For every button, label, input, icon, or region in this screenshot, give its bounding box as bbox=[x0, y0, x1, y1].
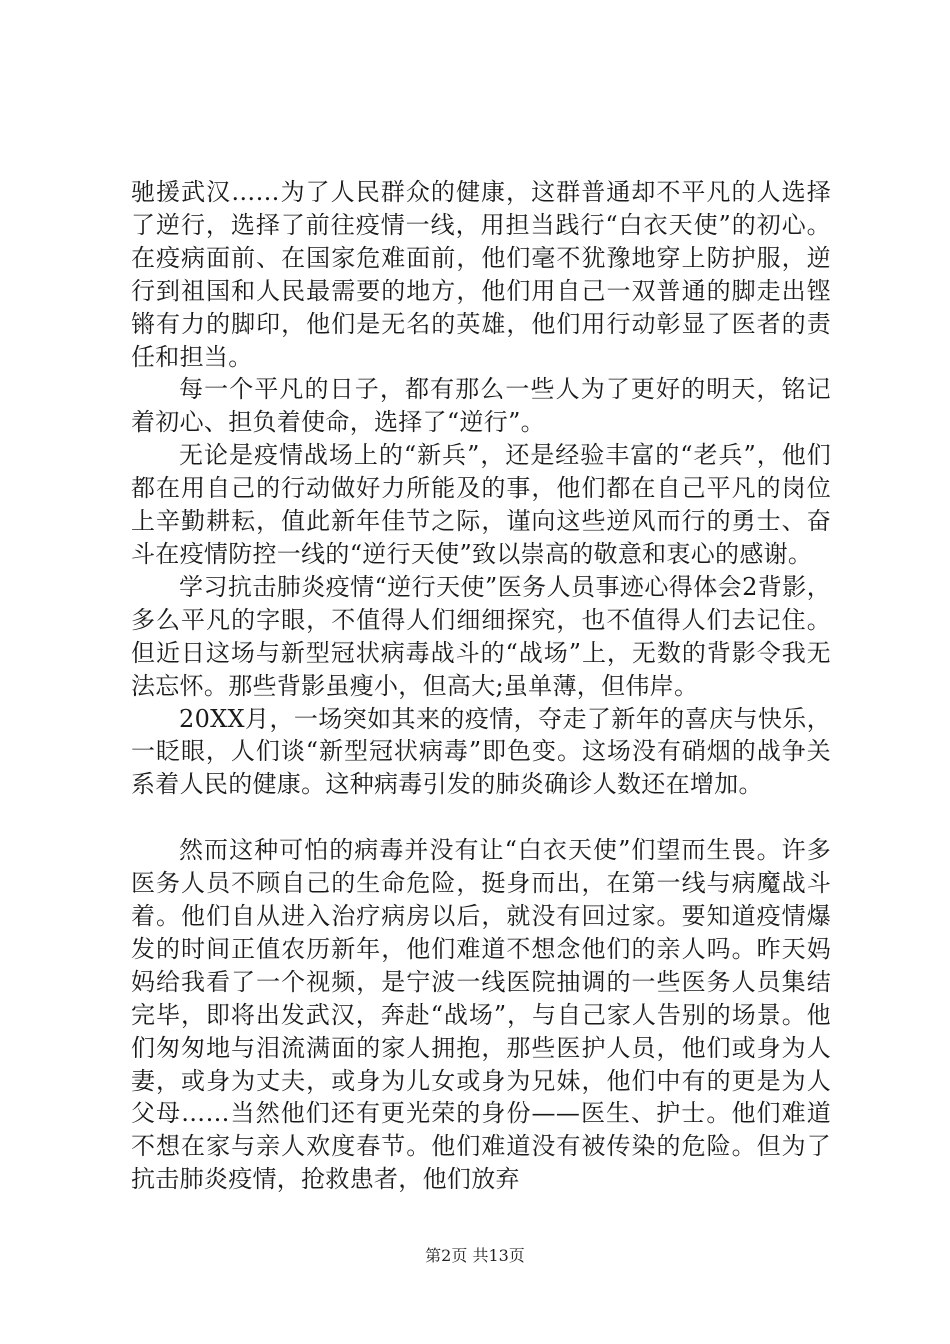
paragraph-1: 驰援武汉……为了人民群众的健康，这群普通却不平凡的人选择了逆行，选择了前往疫情一线，用担当践行“白衣天使”的初心。在疫病面前、在国家危难面前，他们毫不犹豫地穿上防护服，逆行到祖国和人民最需要的地方，他们用自己一双普通的脚走出铿锵有力的脚印，他们是无名的英雄，他们用行动彰显了医者的责任和担当。 bbox=[131, 178, 831, 371]
page-number-footer: 第2页 共13页 bbox=[425, 1246, 525, 1265]
document-body bbox=[131, 176, 831, 1196]
paragraph-2: 每一个平凡的日子，都有那么一些人为了更好的明天，铭记着初心、担负着使命，选择了“逆行”。 bbox=[131, 375, 831, 437]
paragraph-6: 然而这种可怕的病毒并没有让“白衣天使”们望而生畏。许多医务人员不顾自己的生命危险，挺身而出，在第一线与病魔战斗着。他们自从进入治疗病房以后，就没有回过家。要知道疫情爆发的时间正值农历新年，他们难道不想念他们的亲人吗。昨天妈妈给我看了一个视频，是宁波一线医院抽调的一些医务人员集结完毕，即将出发武汉，奔赴“战场”，与自己家人告别的场景。他们匆匆地与泪流满面的家人拥抱，那些医护人员，他们或身为人妻，或身为丈夫，或身为儿女或身为兄妹，他们中有的更是为人父母……当然他们还有更光荣的身份——医生、护士。他们难道不想在家与亲人欢度春节。他们难道没有被传染的危险。但为了抗击肺炎疫情，抢救患者，他们放弃 bbox=[131, 836, 831, 1194]
paragraph-3: 无论是疫情战场上的“新兵”，还是经验丰富的“老兵”，他们都在用自己的行动做好力所能及的事，他们都在自己平凡的岗位上辛勤耕耘，值此新年佳节之际，谨向这些逆风而行的勇士、奋斗在疫情防控一线的“逆行天使”致以崇高的敬意和衷心的感谢。 bbox=[131, 441, 831, 568]
paragraph-5: 20XX月，一场突如其来的疫情，夺走了新年的喜庆与快乐，一眨眼，人们谈“新型冠状病毒”即色变。这场没有硝烟的战争关系着人民的健康。这种病毒引发的肺炎确诊人数还在增加。 bbox=[131, 704, 831, 799]
paragraph-4: 学习抗击肺炎疫情“逆行天使”医务人员事迹心得体会2背影，多么平凡的字眼，不值得人们细细探究，也不值得人们去记住。但近日这场与新型冠状病毒战斗的“战场”上，无数的背影令我无法忘怀。那些背影虽瘦小，但高大;虽单薄，但伟岸。 bbox=[131, 572, 831, 700]
